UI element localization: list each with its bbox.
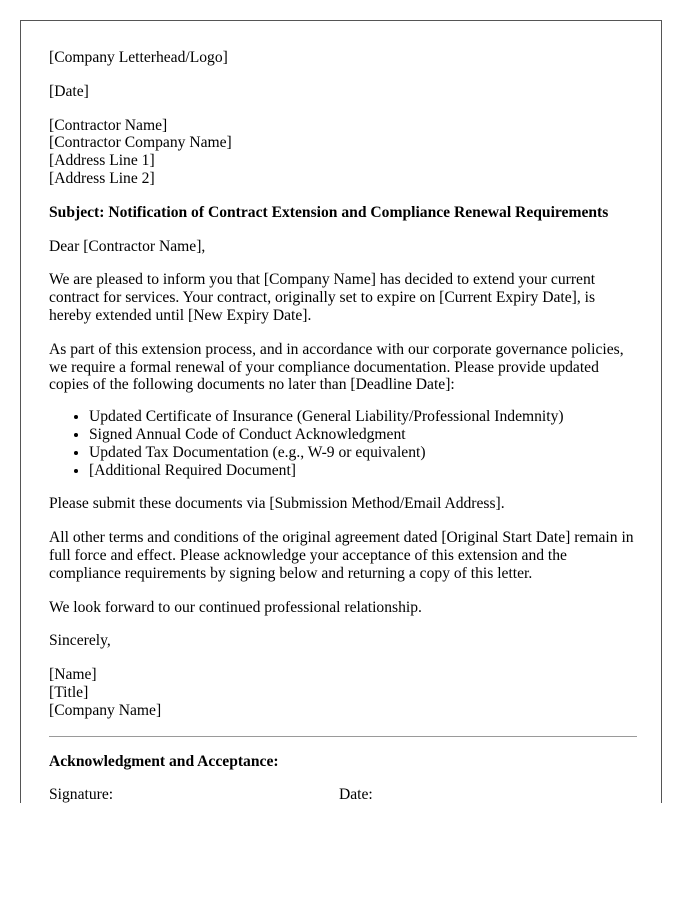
body-paragraph-closing: We look forward to our continued professional relationship. (49, 598, 422, 616)
recipient-address (49, 117, 637, 188)
date-label: Date: (339, 786, 373, 803)
letter-page (20, 20, 662, 803)
letter-date: [Date] (49, 82, 89, 100)
signatory-title: [Title] (49, 683, 89, 701)
signatory-company: [Company Name] (49, 701, 162, 719)
list-item: • Updated Certificate of Insurance (General Liability/Professional Indemnity) (89, 408, 637, 426)
list-item: • Signed Annual Code of Conduct Acknowledgment (89, 426, 637, 444)
subject-line: Subject: Notification of Contract Extension and Compliance Renewal Requirements (49, 203, 609, 221)
acknowledgment-heading: Acknowledgment and Acceptance: (49, 752, 279, 770)
salutation: Dear [Contractor Name], (49, 237, 206, 255)
required-documents-list (49, 408, 637, 479)
signature-label: Signature: (49, 786, 114, 803)
recipient-company: [Contractor Company Name] (49, 134, 232, 152)
list-item: • [Additional Required Document] (89, 462, 637, 480)
signatory-block (49, 666, 637, 719)
recipient-address-line-2: [Address Line 2] (49, 169, 155, 187)
letter-content (49, 49, 637, 803)
signature-row (49, 786, 637, 803)
body-paragraph-extension: We are pleased to inform you that [Company Name] has decided to extend your current contract for services. Your contract, originally set to expire on [Current Expiry Date], is hereby extended until [New Expiry Date]. (49, 271, 596, 324)
recipient-address-line-1: [Address Line 1] (49, 152, 155, 170)
section-divider (49, 736, 637, 737)
letterhead: [Company Letterhead/Logo] (49, 49, 228, 66)
signatory-name: [Name] (49, 666, 97, 684)
list-item: • Updated Tax Documentation (e.g., W-9 or equivalent) (89, 444, 637, 462)
body-paragraph-terms: All other terms and conditions of the original agreement dated [Original Start Date] remain in full force and effect. Please acknowledge your acceptance of this extension and the compliance requirements by signing below and returning a copy of this letter. (49, 529, 634, 582)
complimentary-close: Sincerely, (49, 632, 111, 650)
body-paragraph-submission: Please submit these documents via [Submission Method/Email Address]. (49, 495, 505, 513)
body-paragraph-compliance: As part of this extension process, and in accordance with our corporate governance policies, we require a formal renewal of your compliance documentation. Please provide updated copies of the following documents no later than [Deadline Date]: (49, 340, 624, 394)
recipient-name: [Contractor Name] (49, 116, 168, 134)
